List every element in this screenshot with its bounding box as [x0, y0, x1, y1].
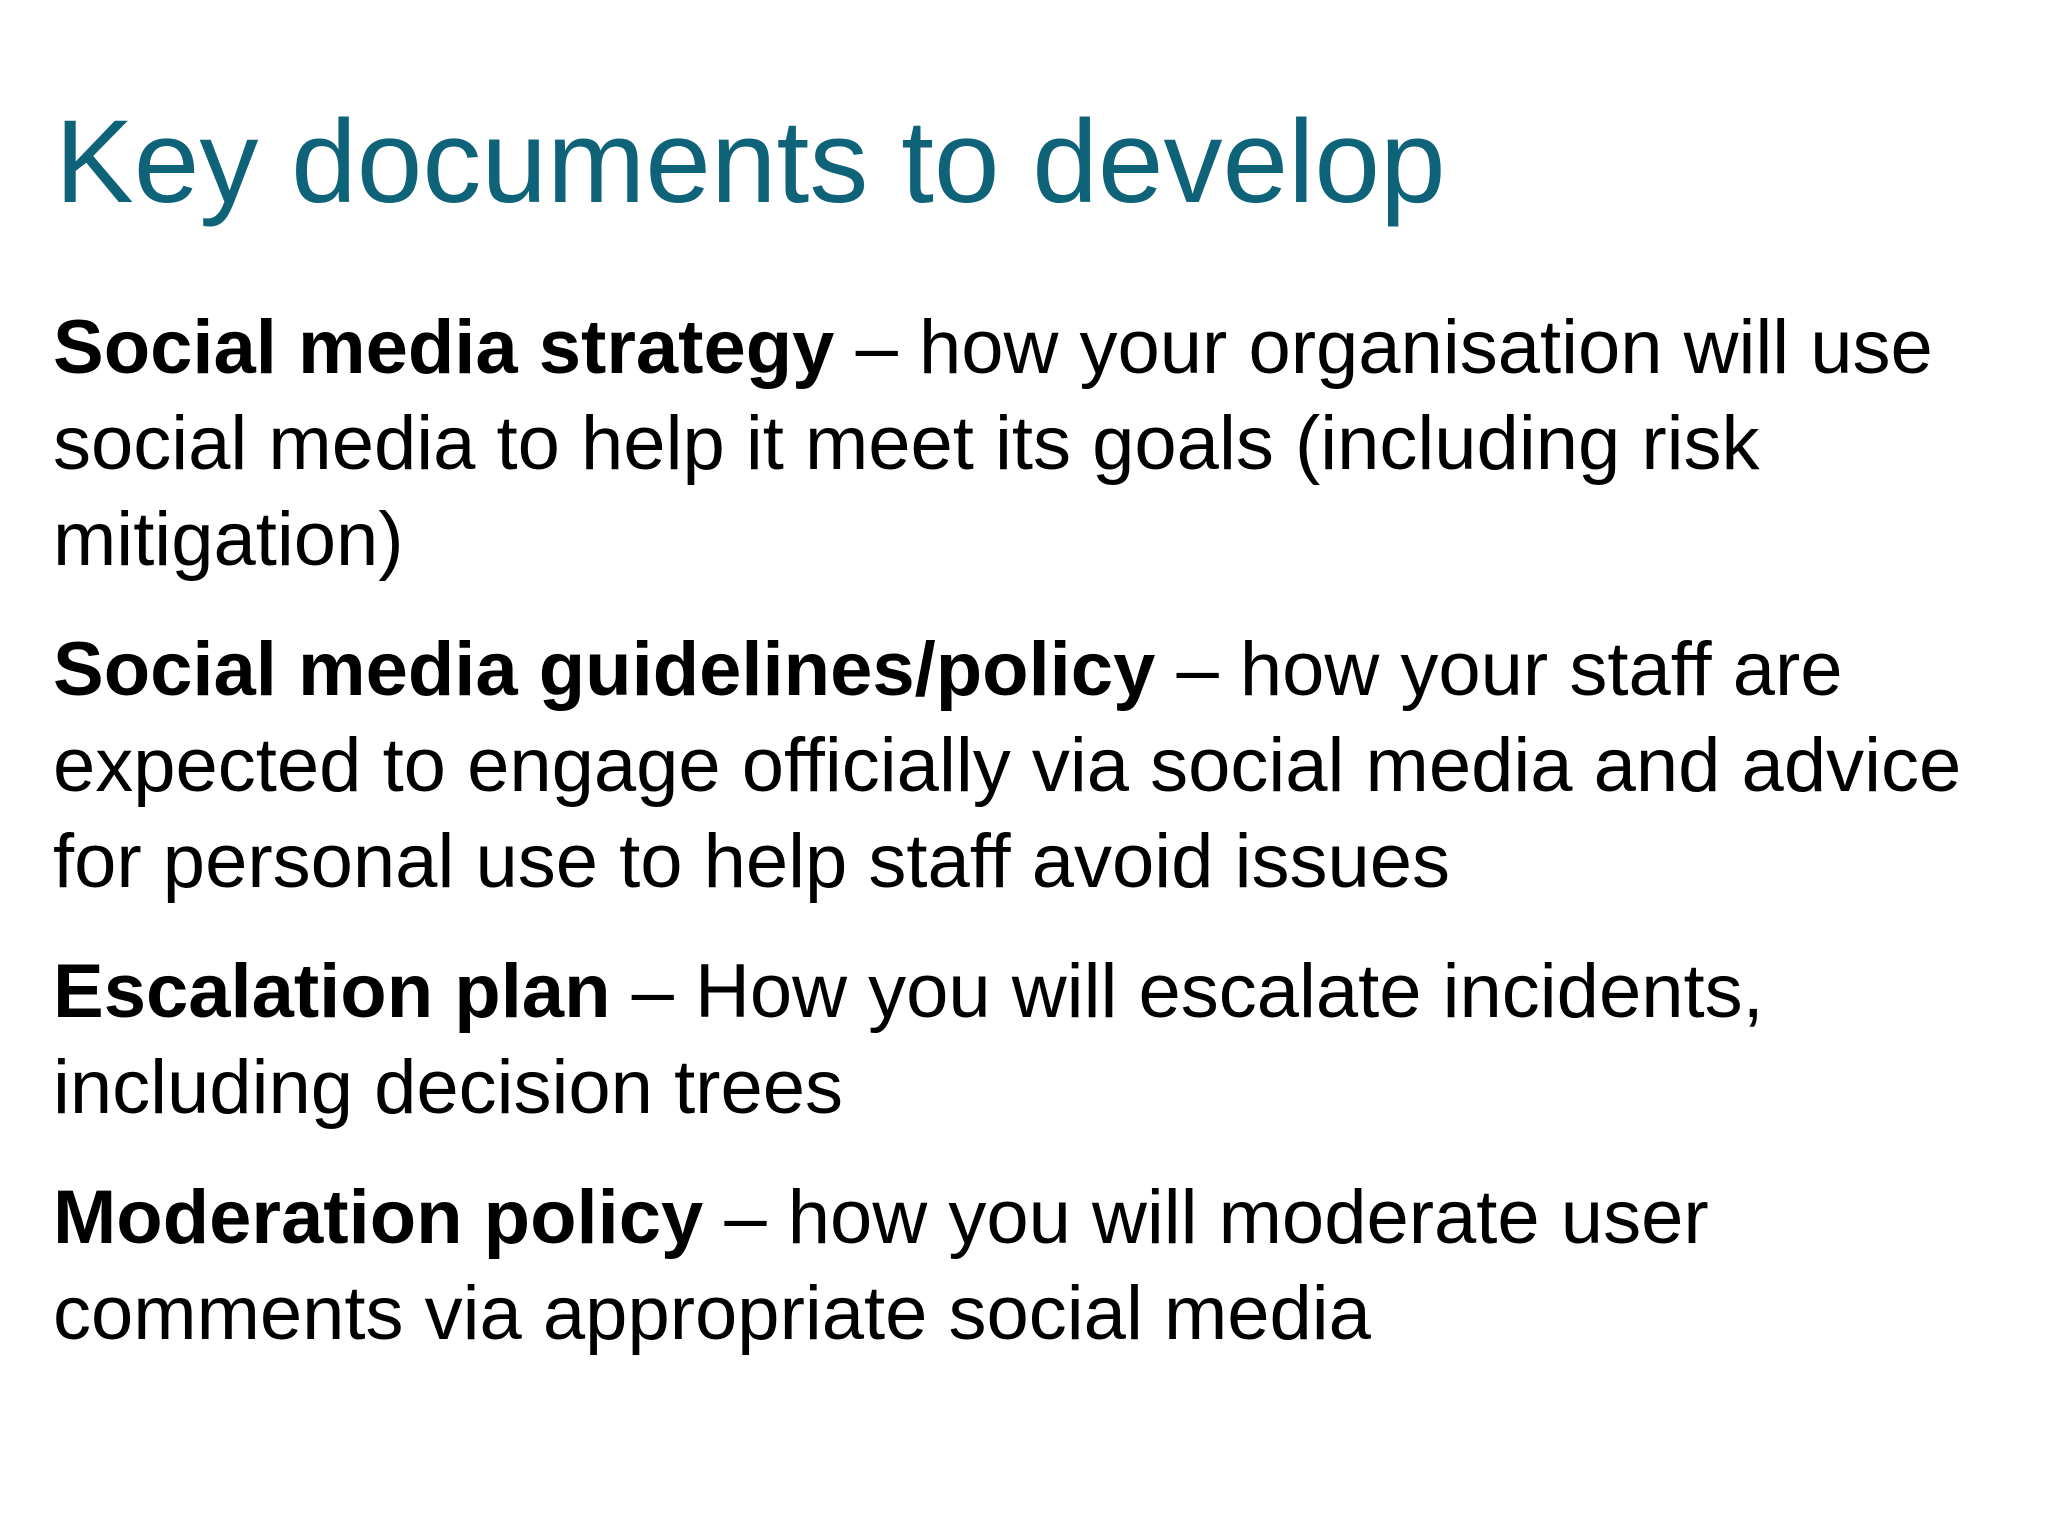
- item-term: Moderation policy: [53, 1175, 704, 1260]
- list-item: [53, 944, 2013, 1136]
- slide-title: Key documents to develop: [55, 96, 1446, 228]
- list-item: [53, 300, 2013, 588]
- item-term: Social media guidelines/policy: [53, 627, 1156, 712]
- list-item: [53, 622, 2013, 910]
- document-list: [53, 300, 2013, 1396]
- item-description: – How you will escalate incidents, including decision trees: [53, 949, 1764, 1130]
- item-term: Escalation plan: [53, 949, 611, 1034]
- item-description: – how your staff are expected to engage officially via social media and advice for personal use to help staff avoid issues: [53, 627, 1962, 904]
- list-item: [53, 1170, 2013, 1362]
- item-description: – how you will moderate user comments via appropriate social media: [53, 1175, 1709, 1356]
- item-term: Social media strategy: [53, 305, 835, 390]
- item-description: – how your organisation will use social media to help it meet its goals (including risk mitigation): [53, 305, 1933, 582]
